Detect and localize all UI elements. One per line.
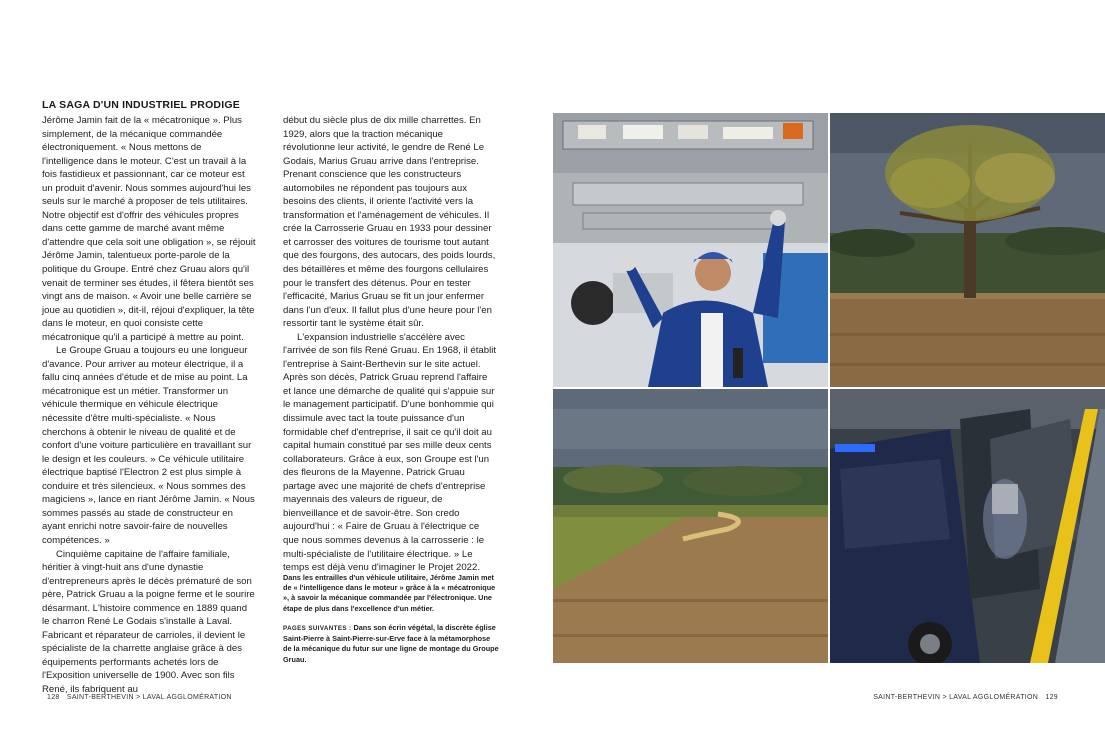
photo-mechanic <box>553 113 828 387</box>
caption-label: PAGES SUIVANTES : <box>283 625 352 632</box>
next-pages-caption <box>283 623 499 665</box>
page-number-right: 129 <box>1045 694 1058 701</box>
footer-right <box>873 694 1063 701</box>
paragraph: début du siècle plus de dix mille charrettes. En 1929, alors que la traction mécanique révolutionne leur activité, le gendre de René Le Godais, Marius Gruau arrive dans l'entreprise. Prenant conscience que les constructeurs automobiles ne répondent pas toujours aux besoins des clients, il oriente l'activité vers la transformation et l'aménagement de véhicules. Il crée la Carrosserie Gruau en 1933 pour dessiner et carrosser des voitures de tourisme tout autant que des fourgons, des autocars, des poids lourds, des bétaillères et même des fourgons cellulaires pour le transfert des détenus. Pour en tester l'efficacité, Marius Gruau se fit un jour enfermer dans l'un d'eux. Il fallut plus d'une heure pour l'en ressortir tant le système était sûr. <box>283 115 496 330</box>
paragraph: Jérôme Jamin fait de la « mécatronique ». Plus simplement, de la mécanique commandée électroniquement. « Nous mettons de l'intelligence dans le moteur. C'est un travail à la fois fastidieux et passionnant, car ce moteur est un produit d'avenir. Nous sommes aujourd'hui les seuls sur le marché à proposer de tels utilitaires. Notre objectif est d'offrir des véhicules propres dans cette gamme de marché avant même d'attendre que cela soit une obligation », se réjouit Jérôme Jamin, talentueux porte-parole de la politique du Groupe. Entré chez Gruau alors qu'il venait de terminer ses études, il fêtera bientôt ses vingt ans de maison. « Avoir une belle carrière se joue au quotidien », dit-il, réjoui d'expliquer, la tête dans le moteur, en quoi consiste cette mécatronique qu'il a participé à mettre au point. <box>42 115 256 343</box>
text-column-1 <box>42 114 256 697</box>
paragraph: Le Groupe Gruau a toujours eu une longueur d'avance. Pour arriver au moteur électrique, il a fallu cinq années d'étude et de mise au point. La mécatronique est un métier. Transformer un véhicule thermique en véhicule électrique nécessite d'être multi-spécialiste. « Nous cherchons à obtenir le niveau de qualité et de confort d'une voiture particulière en travaillant sur le design et les couleurs. » Ce véhicule utilitaire électrique baptisé l'Electron 2 est plus simple à conduire et très silencieux. « Nous sommes des magiciens », lance en riant Jérôme Jamin. « Nous sommes passés au stade de constructeur en ayant enrichi notre savoir-faire de nouvelles compétences. » <box>42 345 255 546</box>
text-column-2 <box>283 114 497 575</box>
paragraph: Cinquième capitaine de l'affaire familiale, héritier à vingt-huit ans d'une dynastie d'entrepreneurs après le décès prématuré de son père, Patrick Gruau a la poigne ferme et le sourire désarmant. L'histoire commence en 1889 quand le charron René Le Godais s'installe à Laval. Fabricant et réparateur de carrioles, il devient le spécialiste de la charrette anglaise grâce à des équipements performants achetés lors de l'Exposition universelle de 1900. Avec son fils René, ils fabriquent au <box>42 548 255 695</box>
photo-assembly-line <box>830 389 1105 663</box>
running-footer-right: SAINT-BERTHEVIN > LAVAL AGGLOMÉRATION <box>873 694 1039 701</box>
running-footer-left: SAINT-BERTHEVIN > LAVAL AGGLOMÉRATION <box>66 694 232 701</box>
paragraph: L'expansion industrielle s'accélère avec l'arrivée de son fils René Gruau. En 1968, il établit l'entreprise à Saint-Berthevin sur le site actuel. Après son décès, Patrick Gruau reprend l'affaire et lance une démarche de qualité qui s'appuie sur le management participatif. D'une bonhommie qui dissimule avec tact la toute puissance d'un formidable chef d'entreprise, il sait ce qu'il doit au capital humain constitué par ses mille deux cents collaborateurs. Grâce à eux, son Groupe est l'un des fleurons de la Mayenne. Patrick Gruau partage avec une majorité de chefs d'entreprise mayennais des valeurs de rigueur, de bienveillance et de savoir-être. Son credo aujourd'hui : « Faire de Gruau à l'électrique ce que nous sommes devenus à la carrosserie : le multi-spécialiste de l'utilitaire électrique. » Le temps est déjà venu d'imaginer le Projet 2022. <box>283 331 497 574</box>
photo-field <box>553 389 828 663</box>
article-heading: LA SAGA D'UN INDUSTRIEL PRODIGE <box>42 99 240 111</box>
photo-caption: Dans les entrailles d'un véhicule utilitaire, Jérôme Jamin met de « l'intelligence dans le moteur » grâce à la « mécatronique », à savoir la mécanique commandée par l'électronique. Une étape de plus dans l'excellence d'un métier. <box>283 573 496 613</box>
page-number-left: 128 <box>47 694 60 701</box>
caption-text: Dans son écrin végétal, la discrète église Saint-Pierre à Saint-Pierre-sur-Erve face à la métamorphose de la mécanique du futur sur une ligne de montage du Groupe Gruau. <box>283 623 499 664</box>
footer-left <box>42 694 232 701</box>
photo-tree <box>830 113 1105 387</box>
